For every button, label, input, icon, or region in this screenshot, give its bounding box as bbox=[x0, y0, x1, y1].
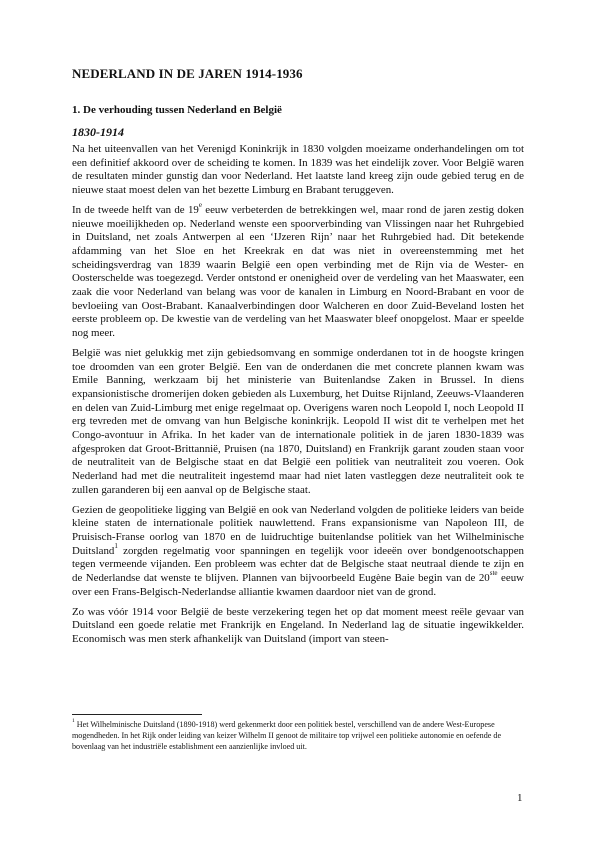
paragraph-1: Na het uiteenvallen van het Verenigd Koninkrijk in 1830 volgden moeizame onderhandelingen om tot een definitief akkoord over de scheiding te komen. In 1839 was het eindelijk zover. Voor België waren de resultaten minder gunstig dan voor Nederland. Het laatste land kreeg zijn oude gebied terug en de nieuwe staat moest delen van het bezette Limburg en Brabant teruggeven. bbox=[72, 143, 524, 197]
page-number: 1 bbox=[517, 792, 523, 804]
footnote-marker: 1 bbox=[72, 718, 75, 725]
subsection-title: 1830-1914 bbox=[72, 125, 124, 139]
paragraph-3: België was niet gelukkig met zijn gebiedsomvang en sommige onderdanen tot in de hoogste kringen toe droomden van een groter België. Een van de onderdanen die met concrete plannen kwam was Emile Banning, werkzaam bij het ministerie van Buitenlandse Zaken in Brussel. In diens expansionistische dromerijen doken gebieden als Luxemburg, het Duitse Rijnland, Zeeuws-Vlaanderen en delen van Zuid-Limburg met enige regelmaat op. Overigens waren noch Leopold I, noch Leopold II erg tevreden met de omvang van hun Belgische koninkrijk. Leopold II wist dit te verhelpen met het Congo-avontuur in Afrika. In het kader van de internationale politiek in de jaren 1830-1839 was afgesproken dat Groot-Brittannië, Pruisen (na 1870, Duitsland) en Frankrijk garant zouden staan voor de neutraliteit van de Belgische staat en dat België een politiek van neutraliteit zou voeren. Ook Nederland had met die neutraliteit ingestemd maar had niet laten vastleggen deze neutraliteit ook te zullen garanderen bij een aanval op de Belgische staat. bbox=[72, 346, 524, 496]
paragraph-2-text-b: eeuw verbeterden de betrekkingen wel, maar rond de jaren zestig doken nieuwe moeilijkheden op. Nederland wenste een spoorverbinding van Vlissingen naar het Ruhrgebied in Duitsland, net zoals Antwerpen al een ‘IJzeren Rijn’ naar het Ruhrgebied had. Dit betekende afdamming van het Sloe en het Kreekrak en dat was niet in overeenstemming met het scheidingsverdrag van 1839 waarin België een open verbinding met de Rijn via de Wester- en Oosterschelde was toegezegd. Verder ontstond er onenigheid over de verdeling van het Maaswater, een zaak die voor Nederland van belang was voor de kanalen in Limburg en Noord-Brabant en voor de bevloeiing van Oost-Brabant. Kanaalverbindingen door Walcheren en door Zuid-Beveland losten het eerste probleem op. De kwestie van de verdeling van het Maaswater bleef onopgelost. Maar er speelde nog meer. bbox=[72, 203, 524, 340]
paragraph-5: Zo was vóór 1914 voor België de beste verzekering tegen het op dat moment meest reële gevaar van Duitsland een goede relatie met Frankrijk en Engeland. In Nederland lag de situatie ingewikkelder. Economisch was men sterk afhankelijk van Duitsland (import van steen- bbox=[72, 605, 524, 645]
paragraph-4 bbox=[72, 504, 524, 600]
document-title: NEDERLAND IN DE JAREN 1914-1936 bbox=[72, 66, 303, 81]
paragraph-4-text-c: eeuw over een Frans-Belgisch-Nederlandse alliantie kwamen daardoor niet van de grond. bbox=[72, 572, 524, 598]
paragraph-4-text-a: Gezien de geopolitieke ligging van België en ook van Nederland volgden de politieke leiders van beide kleine staten de internationale politiek nauwlettend. Frans expansionisme van Napoleon III, de Pruisisch-Franse oorlog van 1870 en de luidruchtige buitenlandse politiek van het Wilhelminische Duitsland bbox=[72, 503, 524, 557]
footnote bbox=[72, 720, 524, 753]
superscript-e: e bbox=[198, 201, 202, 210]
footnote-divider bbox=[72, 714, 202, 715]
paragraph-2-text-a: In de tweede helft van de 19 bbox=[72, 203, 199, 216]
footnote-reference: 1 bbox=[114, 542, 118, 551]
superscript-ste: ste bbox=[489, 569, 498, 578]
main-content bbox=[72, 66, 524, 653]
section-title: 1. De verhouding tussen Nederland en België bbox=[72, 104, 282, 116]
paragraph-2 bbox=[72, 201, 524, 341]
footnote-text: Het Wilhelminische Duitsland (1890-1918) werd gekenmerkt door een politiek bestel, verschillend van de andere West-Europese mogendheden. In het Rijk onder leiding van keizer Wilhelm II genoot de militaire top vrijwel een politieke autonomie en oefende de bovenlaag van het industriële establishment een aanzienlijke invloed uit. bbox=[72, 720, 502, 751]
paragraph-4-text-b: zorgden regelmatig voor spanningen en tegelijk voor ideeën over bondgenootschappen tegen vermeende vijanden. Een probleem was echter dat de Belgische staat neutraal diende te zijn en de Nederlandse dat wenste te blijven. Plannen van bijvoorbeeld Eugène Baie begin van de 20 bbox=[72, 544, 524, 585]
